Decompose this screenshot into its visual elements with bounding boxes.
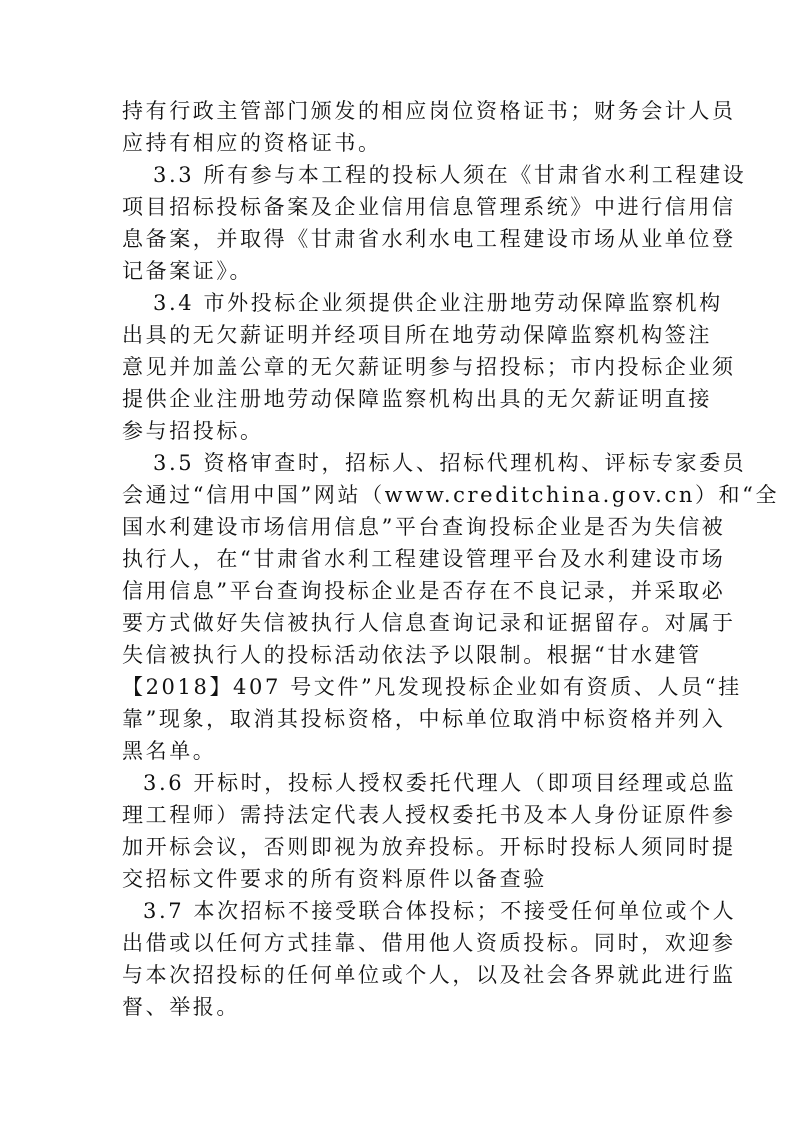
- text-line: 黑名单。: [122, 739, 217, 763]
- text-line: 【2018】407 号文件”凡发现投标企业如有资质、人员“挂: [122, 675, 742, 699]
- text-line: 记备案证》。: [122, 259, 254, 283]
- text-line: 出借或以任何方式挂靠、借用他人资质投标。同时，欢迎参: [122, 931, 736, 955]
- text-line: 3.6 开标时，投标人授权委托代理人（即项目经理或总监: [143, 771, 737, 795]
- text-line: 失信被执行人的投标活动依法予以限制。根据“甘水建管: [122, 643, 702, 667]
- text-line: 项目招标投标备案及企业信用信息管理系统》中进行信用信: [122, 195, 736, 219]
- text-line: 靠”现象，取消其投标资格，中标单位取消中标资格并列入: [122, 707, 726, 731]
- text-line: 提供企业注册地劳动保障监察机构出具的无欠薪证明直接: [122, 387, 712, 411]
- text-line: 出具的无欠薪证明并经项目所在地劳动保障监察机构签注: [122, 323, 712, 347]
- text-line: 3.4 市外投标企业须提供企业注册地劳动保障监察机构: [153, 291, 723, 315]
- text-line: 参与招投标。: [122, 419, 264, 443]
- text-line: 与本次招投标的任何单位或个人，以及社会各界就此进行监: [122, 963, 736, 987]
- text-line: 要方式做好失信被执行人信息查询记录和证据留存。对属于: [122, 611, 736, 635]
- text-line: 3.7 本次招标不接受联合体投标；不接受任何单位或个人: [143, 899, 737, 923]
- text-line: 理工程师）需持法定代表人授权委托书及本人身份证原件参: [122, 803, 736, 827]
- text-line: 3.3 所有参与本工程的投标人须在《甘肃省水利工程建设: [153, 163, 747, 187]
- text-line: 3.5 资格审查时，招标人、招标代理机构、评标专家委员: [153, 451, 747, 475]
- text-line: 会通过“信用中国”网站（www.creditchina.gov.cn）和“全: [122, 483, 780, 507]
- text-line: 督、举报。: [122, 995, 240, 1019]
- text-line: 执行人，在“甘肃省水利工程建设管理平台及水利建设市场: [122, 547, 726, 571]
- text-line: 交招标文件要求的所有资料原件以备查验: [122, 867, 547, 891]
- text-line: 加开标会议，否则即视为放弃投标。开标时投标人须同时提: [122, 835, 736, 859]
- text-line: 国水利建设市场信用信息”平台查询投标企业是否为失信被: [122, 515, 726, 539]
- text-line: 信用信息”平台查询投标企业是否存在不良记录，并采取必: [122, 579, 726, 603]
- text-line: 持有行政主管部门颁发的相应岗位资格证书；财务会计人员: [122, 99, 736, 123]
- text-line: 意见并加盖公章的无欠薪证明参与招投标；市内投标企业须: [122, 355, 736, 379]
- text-line: 应持有相应的资格证书。: [122, 131, 382, 155]
- text-line: 息备案，并取得《甘肃省水利水电工程建设市场从业单位登: [122, 227, 736, 251]
